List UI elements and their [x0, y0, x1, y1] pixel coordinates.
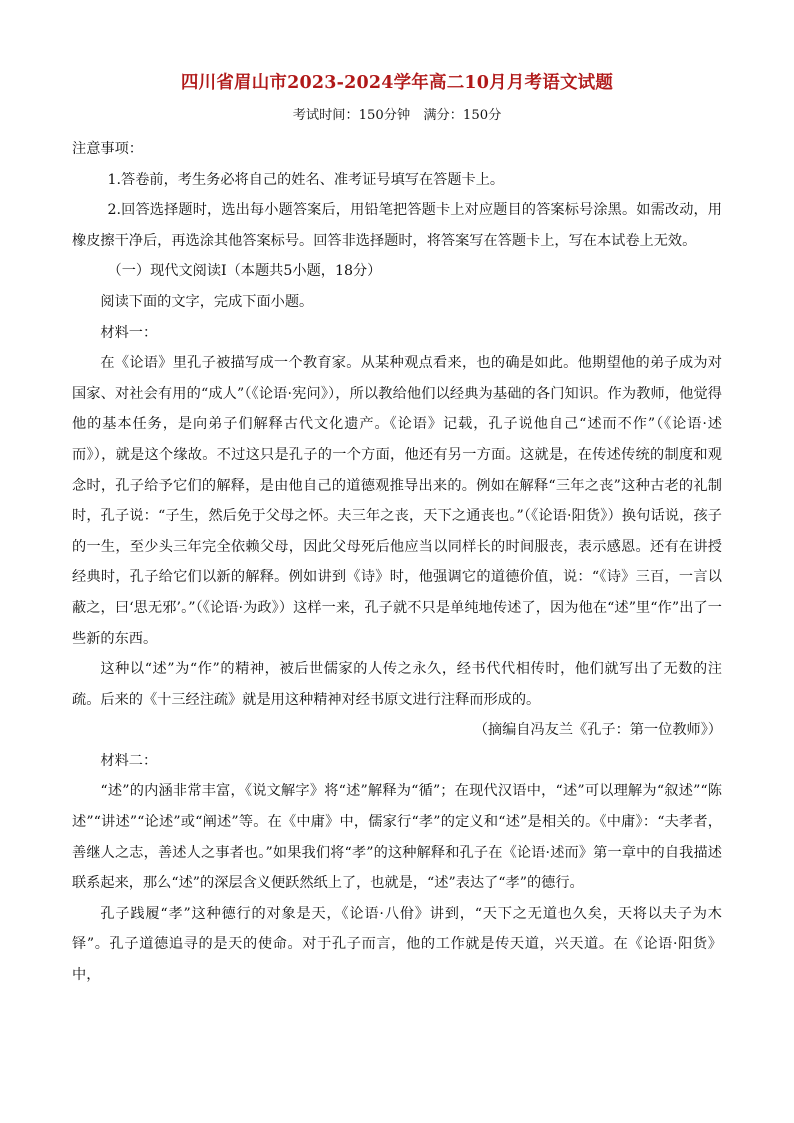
material1-paragraph-1: 在《论语》里孔子被描写成一个教育家。从某种观点看来，也的确是如此。他期望他的弟子成为对国家、对社会有用的“成人”（《论语·宪问》），所以教给他们以经典为基础的各门知识。作为教师，他觉得他的基本任务，是向弟子们解释古代文化遗产。《论语》记载，孔子说他自己“述而不作”（《论语·述而》），就是这个缘故。不过这只是孔子的一个方面，他还有另一方面。这就是，在传述传统的制度和观念时，孔子给予它们的解释，是由他自己的道德观推导出来的。例如在解释“三年之丧”这种古老的礼制时，孔子说：“子生，然后免于父母之怀。夫三年之丧，天下之通丧也。”（《论语·阳货》）换句话说，孩子的一生，至少头三年完全依赖父母，因此父母死后他应当以同样长的时间服丧，表示感恩。还有在讲授经典时，孔子给它们以新的解释。例如讲到《诗》时，他强调它的道德价值，说：“《诗》三百，一言以蔽之，曰‘思无邪’。”（《论语·为政》）这样一来，孔子就不只是单纯地传述了，因为他在“述”里“作”出了一些新的东西。	[72, 355, 722, 647]
material1-source: （摘编自冯友兰《孔子：第一位教师》）	[473, 722, 722, 739]
material2-paragraph-1: “述”的内涵非常丰富，《说文解字》将“述”解释为“循”；在现代汉语中，“述”可以理解为“叙述”“陈述”“讲述”“论述”或“阐述”等。在《中庸》中，儒家行“孝”的定义和“述”是相关的。《中庸》：“夫孝者，善继人之志，善述人之事者也。”如果我们将“孝”的这种解释和孔子在《论语·述而》第一章中的自我描述联系起来，那么“述”的深层含义便跃然纸上了，也就是，“述”表达了“孝”的德行。	[72, 783, 722, 892]
section-instruction: 阅读下面的文字，完成下面小题。	[100, 293, 314, 310]
material2-paragraph-2: 孔子践履“孝”这种德行的对象是天，《论语·八佾》讲到，“天下之无道也久矣，天将以夫子为木铎”。孔子道德追寻的是天的使命。对于孔子而言，他的工作就是传天道，兴天道。在《论语·阳货》中，	[72, 905, 722, 984]
notice-item-1: 1.答卷前，考生务必将自己的姓名、准考证号填写在答题卡上。	[107, 171, 505, 188]
document-title: 四川省眉山市2023-2024学年高二10月月考语文试题	[180, 73, 614, 93]
notice-item-2: 2.回答选择题时，选出每小题答案后，用铅笔把答题卡上对应题目的答案标号涂黑。如需改动，用橡皮擦干净后，再选涂其他答案标号。回答非选择题时，将答案写在答题卡上，写在本试卷上无效。	[72, 202, 722, 249]
exam-info: 考试时间：150分钟 满分：150分	[292, 108, 502, 123]
notice-heading: 注意事项：	[72, 141, 143, 157]
material2-label: 材料二：	[100, 752, 158, 769]
material1-label: 材料一：	[100, 324, 158, 341]
material1-paragraph-2: 这种以“述”为“作”的精神，被后世儒家的人传之永久，经书代代相传时，他们就写出了无数的注疏。后来的《十三经注疏》就是用这种精神对经书原文进行注释而形成的。	[72, 661, 722, 708]
section-heading: （一）现代文阅读Ⅰ（本题共5小题，18分）	[107, 263, 382, 280]
